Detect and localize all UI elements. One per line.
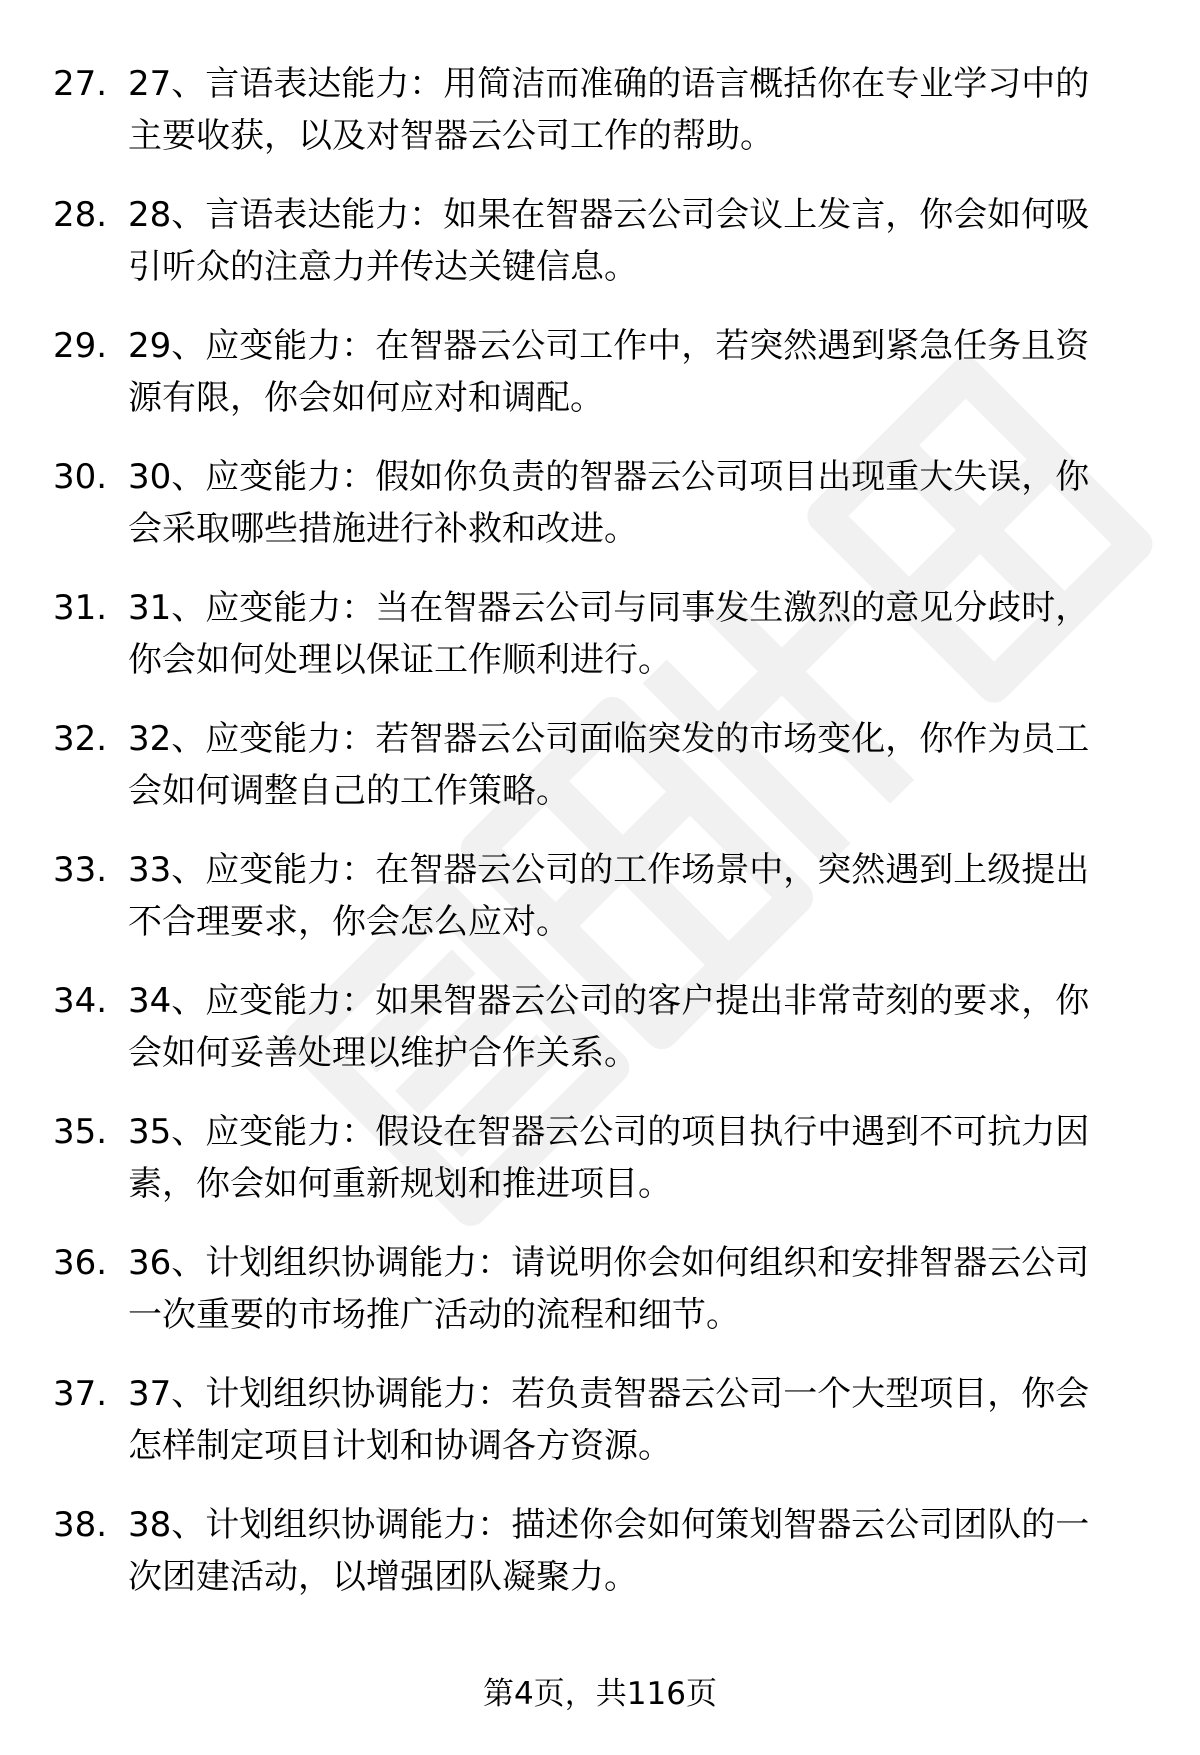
page-footer: 第4页，共116页 <box>483 1676 717 1712</box>
question-text <box>128 975 1153 1079</box>
question-item-29 <box>0 320 1200 451</box>
question-line: 28、言语表达能力：如果在智器云公司会议上发言，你会如何吸 <box>128 195 1090 235</box>
question-number: 34. <box>53 981 108 1021</box>
question-line: 你会如何处理以保证工作顺利进行。 <box>128 640 672 680</box>
question-item-35 <box>0 1106 1200 1237</box>
question-number: 27. <box>53 64 108 104</box>
question-item-32 <box>0 713 1200 844</box>
question-item-30 <box>0 451 1200 582</box>
question-number: 33. <box>53 850 108 890</box>
question-text <box>128 189 1153 293</box>
question-number: 38. <box>53 1505 108 1545</box>
question-line: 会如何调整自己的工作策略。 <box>128 771 570 811</box>
question-line: 引听众的注意力并传达关键信息。 <box>128 247 638 287</box>
question-item-28 <box>0 189 1200 320</box>
question-line: 源有限，你会如何应对和调配。 <box>128 378 604 418</box>
question-line: 37、计划组织协调能力：若负责智器云公司一个大型项目，你会 <box>128 1374 1090 1414</box>
question-line: 27、言语表达能力：用简洁而准确的语言概括你在专业学习中的 <box>128 64 1090 104</box>
question-line: 会如何妥善处理以维护合作关系。 <box>128 1033 638 1073</box>
question-line: 35、应变能力：假设在智器云公司的项目执行中遇到不可抗力因 <box>128 1112 1090 1152</box>
question-text <box>128 1237 1153 1341</box>
question-line: 31、应变能力：当在智器云公司与同事发生激烈的意见分歧时， <box>128 588 1090 628</box>
question-text <box>128 58 1153 162</box>
question-item-37 <box>0 1368 1200 1499</box>
question-text <box>128 844 1153 948</box>
question-line: 不合理要求，你会怎么应对。 <box>128 902 570 942</box>
question-line: 34、应变能力：如果智器云公司的客户提出非常苛刻的要求，你 <box>128 981 1090 1021</box>
question-number: 36. <box>53 1243 108 1283</box>
question-line: 一次重要的市场推广活动的流程和细节。 <box>128 1295 740 1335</box>
question-number: 32. <box>53 719 108 759</box>
question-number: 31. <box>53 588 108 628</box>
question-item-36 <box>0 1237 1200 1368</box>
question-line: 38、计划组织协调能力：描述你会如何策划智器云公司团队的一 <box>128 1505 1090 1545</box>
question-item-38 <box>0 1499 1200 1630</box>
question-line: 36、计划组织协调能力：请说明你会如何组织和安排智器云公司 <box>128 1243 1090 1283</box>
question-text <box>128 451 1153 555</box>
question-text <box>128 713 1153 817</box>
question-list <box>0 58 1200 1630</box>
question-number: 30. <box>53 457 108 497</box>
question-item-31 <box>0 582 1200 713</box>
question-item-27 <box>0 58 1200 189</box>
question-number: 37. <box>53 1374 108 1414</box>
question-item-34 <box>0 975 1200 1106</box>
question-text <box>128 1368 1153 1472</box>
question-number: 29. <box>53 326 108 366</box>
question-number: 35. <box>53 1112 108 1152</box>
question-line: 次团建活动，以增强团队凝聚力。 <box>128 1557 638 1597</box>
question-text <box>128 1499 1153 1603</box>
question-line: 主要收获，以及对智器云公司工作的帮助。 <box>128 116 774 156</box>
question-line: 32、应变能力：若智器云公司面临突发的市场变化，你作为员工 <box>128 719 1090 759</box>
question-line: 素，你会如何重新规划和推进项目。 <box>128 1164 672 1204</box>
question-text <box>128 1106 1153 1210</box>
question-line: 33、应变能力：在智器云公司的工作场景中，突然遇到上级提出 <box>128 850 1090 890</box>
question-line: 30、应变能力：假如你负责的智器云公司项目出现重大失误，你 <box>128 457 1090 497</box>
question-line: 怎样制定项目计划和协调各方资源。 <box>128 1426 672 1466</box>
question-text <box>128 582 1153 686</box>
question-line: 会采取哪些措施进行补救和改进。 <box>128 509 638 549</box>
question-line: 29、应变能力：在智器云公司工作中，若突然遇到紧急任务且资 <box>128 326 1090 366</box>
question-number: 28. <box>53 195 108 235</box>
question-text <box>128 320 1153 424</box>
question-item-33 <box>0 844 1200 975</box>
